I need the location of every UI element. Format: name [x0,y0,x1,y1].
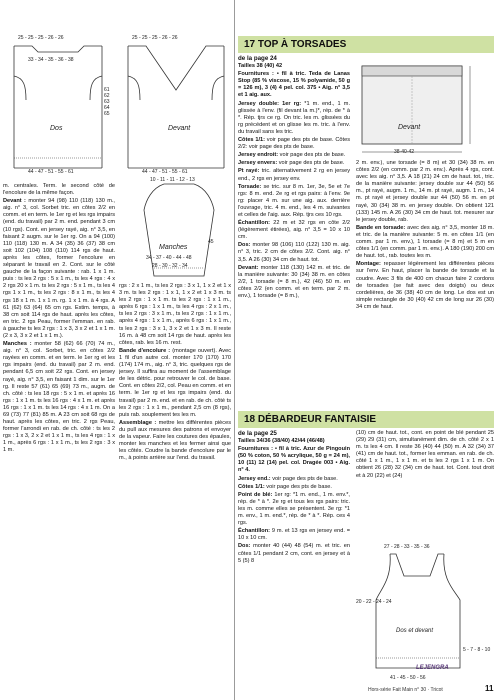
col2-para-1: rgs : 2 x 1 m., ts les 2 rgs : 3 x 1, 1 x 2 et 1 x 3 m. ts les 2 rgs : 1 x 1, 1 x 2 et 1 x 3 m. ts les 2 rgs : 1 x 1 m. ts les 2 rgs : 1 x 1 m., après 6 rgs : 1 x 1 m., ts les 4 rgs : 2 x 1 m., ts les 2 rgs : 3 x 1 m., ts les 2 rgs : 1 x 1 m., après 4 rgs : 1 x 1 m., après 6 rgs : 1 x 1 m., ts les 2 rgs : 3 x 1, 3 x 2 et 1 x 3 m. Il reste 16 m. à 48 cm soit 14 rgs de haut. après les côtes, rab. les 16 m. rest. [119,283,231,346]
t18-echantillon [238,528,350,542]
pattern-column-2 [119,283,231,683]
t17-fournitures-text: • fil à tric. Teda de Lanas Stop (85 % viscose, 15 % polyamide, 50 g = 126 m), 3 (4) 4 pel. col. 375 • Aig. n° 3,5 et 1 aig. aux. [238,71,350,99]
t17-dos-heading: Dos: [238,242,251,249]
t17b-montage-heading: Montage: [356,261,381,268]
devant-label: Devant [168,125,191,132]
t17-dos-text: monter 98 (106) 110 (122) 130 m. aig. n° 3, tric. 2 cm de côtes 2/2. Cont. aig. n° 3,5. A 26 (30) 34 cm de haut. tot. [238,242,350,263]
t18-fournitures [238,446,350,474]
t18-dos-text: monter 40 (44) 48 (54) m. et tric. en côtes 1/1 pendant 2 cm, cont. en jersey et à 5 (5) 8 [238,543,350,564]
t17-tailles: Tailles 38 (40) 42 [238,63,283,70]
t17b-montage [356,261,494,311]
dos-side-dim-2: 62 [104,93,110,99]
manches-top-dim: 10 - 11 - 11 - 12 - 13 [150,177,195,183]
t17-torsade [238,184,350,219]
manches-label: Manches [159,244,188,251]
t17b-para-1: 2 m. env.), une torsade (= 8 m) et 30 (34) 38 m. en côtes 2/2 (en comm. par 2 m. env.). Après 4 rgs, cont. avec les aig. n° 3,5. A 18 (21) 24 cm de haut. tot., tric. de la manière suivante: jersey double sur 44 (50) 56 m., pt rayé, augm. 1 m., 14 m. pt rayé, augm. 1 m., 14 m. pt rayé et jersey double sur 44 (50) 56 m. en pt rayé, 30 (34) 38 m. en jersey double. On obtient 121 (133) 145 m. A 26 (30) 34 cm de haut. tot. mesurer sur le jersey double, rab. [356,160,494,223]
t17-torsade-heading: Torsade: [238,183,262,190]
t17-jersey-double-text: *1 m. end., 1 m. glissée à l'env. (fil devant la m.)*, rép. de * à *. Rép. tjrs ce rg. On tric. les m. glissées du rg précédent et on glisse les m. tric. à l'env. du travail sans les tric. [238,100,350,135]
t18-fournitures-text: • fil à tric. Azur de Pingouin (50 % coton, 50 % acrylique, 50 g = 24 m), 10 (11) 12 (14) pel. col. Dragée 003 • Aig. n° 4. [238,446,350,474]
t17-width-dim: 38-40-42 [394,149,415,155]
t18-jersey-heading: Jersey end.: [238,475,271,482]
footer-text: Hors-série Fait Main n° 30 · Tricot [368,687,443,693]
t18-tailles: Tailles 34/36 (38/40) 42/44 (46/48) [238,438,325,445]
t17-cotes-heading: Côtes 1/1: [238,137,265,144]
col2-bande-text: (montage ouvert). Avec 1 fil d'un autre col. monter 170 (170) 170 (174) 174 m., aig. n° 3, tric. quelques rgs de jersey. Il suffira au moment de l'assemblage de les détric. pour retrouver le col. de base. Cont. en côtes 2/2, col. Peau en comm. et en term. le 1er rg et les rgs impairs (end. du travail) par 2 m. end. et en rab. de ch. côté ts les 2 rgs : 1 x 1 m., pendant 2,5 cm (8 rgs), puis rab. souplement tes les m. [119,347,231,418]
t17-jersey-double [238,101,350,136]
t17b-montage-text: repasser légèrement les différentes pièces sur l'env. En haut, placer la bande de torsade et la coudre. Avec 3 fils de 400 cm chacun faire 2 cordons de torsades (se fait avec des doigts) ou deux cordelières, de 36 (38) 40 cm de long. Le dos est un simple rectangle de 30 (40) 42 cm de long sur 26 (30) 34 cm de haut. [356,261,494,310]
t18-dos-heading: Dos: [238,543,251,550]
col1-manches-text: monter 58 (62) 66 (70) 74 m., aig. n° 3, col. Sorbet, tric. en côtes 2/2 rayées en comm. et en term. le 1er rg et les rgs impairs (end. du travail) par 2 m. end. pendant 6,5 cm soit 22 rgs. Cont. en jersey rayé, aig. n° 3,5, en faisant 1 dim. sur le 1er rg. Il reste 57 (61) 65 (69) 73 m., augm. de ch. côté : ts les 18 rgs : 5 x 1 m. et après 16 rgs : 1 x 1 m. ts les 16 rgs : 4 x 1 m. et après 16 rgs : 1 x 1 m. ts les 14 rgs : 4 x 1 m. On a 69 (73) 77 (81) 85 m. A 23 cm soit 68 rgs de haut. après les côtes, en tric. 2 rgs Peau, former l'arrondi en rab. de ch. côté : ts les 2 rgs : 1 x 3, 2 x 2 et 1 x 1 m., ts les 4 rgs : 1 x 1 m., après 6 rgs : 1 x 1 m., ts les 2 rgs : 3 x 1 m. [3,341,115,454]
t18-column-1 [238,430,350,680]
t17-echantillon [238,220,350,241]
t18-point-ble-text: 1er rg: *1 m. end., 1 m. env.*, rép. de * à *. 2e rg et tous les rgs pairs: tric. les m. comme elles se présentent. 3e rg: *1 m. env., 1 m. end.*, rép. de * à *. Rép. ces 4 rgs. [238,491,350,527]
t17-pt-raye-heading: Pt rayé: [238,168,260,175]
page-number: 11 [485,684,494,693]
col2-para-2 [119,348,231,419]
t17-jersey-envers-text: voir page des pts de base. [278,160,345,167]
t18-cotes-heading: Côtes 1/1: [238,483,265,490]
t17-subtitle: de la page 24 [238,55,277,62]
manches-width-dim: 34 - 37 - 40 - 44 - 48 [146,255,192,261]
t17-devant-label: Devant [398,124,421,131]
t17-fournitures [238,71,350,99]
col1-para-3 [3,341,115,455]
col1-manches-heading: Manches : [3,341,32,348]
t17-jersey-envers [238,160,350,167]
col2-para-3 [119,420,231,463]
t17-devant [238,265,350,300]
col1-para-1: m. centrales. Term. le second côté de l'encolure de la même façon. [3,183,115,197]
dos-side-dim-3: 63 [104,99,110,105]
t17-cotes-text: voir page des pts de base. Côtes 2/2: voir page des pts de base. [238,137,350,151]
dos-width-dim: 33 - 34 - 35 - 36 - 38 [28,57,74,63]
devant-top-dim: 25 - 25 - 25 - 26 - 26 [132,35,178,41]
t18-column-2 [356,430,494,530]
col1-devant-heading: Devant : [3,198,26,205]
t18-bottom-dim: 41 - 45 - 50 - 56 [390,675,426,681]
t17b-bande [356,225,494,260]
t18-dos-devant-label: Dos et devant [396,628,434,634]
t18-side-dim: 20 - 22 - 24 - 24 [356,599,392,605]
t17-pt-raye-text: tric. alternativement 2 rg en jersey end., 2 rgs en jersey env. [238,168,350,182]
t17-jersey-double-heading: Jersey double: 1er rg: [238,100,302,107]
t18-cotes-text: voir page des pts de base. [266,483,332,490]
t18-point-ble-heading: Point de blé: [238,491,273,498]
col1-devant-text: monter 94 (98) 110 (118) 130 m., aig. n° 3, col. Sorbet tric. en côtes 2/2 en comm. et en term. le 1er rg et les rgs impairs (end. du travail) par 2 m. end. pendant 3 cm (10 rgs). Cont. en jersey rayé, aig. n° 3,5, en faisant 2 augm. sur le 1er rg. On a 94 (100) 110 (118) 130 m. A 34 (35) 36 (37) 38 cm soit 102 (104) 108 (110) 114 rgs de haut. après les côtes, former l'encolure en séparant le travail en 2. Cont. sur le côté gauche de la façon suivante : rab. 1 x 1 m. puis : ts les 2 rgs : 5 x 1 m., ts les 4 rgs : 4 x 2 rgs 20 x 1 m. ts les 2 rgs : 5 x 1 m., ts les 4 rgs 1 x 1 m., ts les 2 rgs : 8 x 1 m., ts les 4 rgs 18 x 1 m. 1 x 1 m. rg. 1 x 1 m. à 4 rgs. A 61 (62) 63 (64) 65 cm rgs. Estim. temps, à 38 cm soit 114 rgs de haut. après les côtes, en tric. 2 rgs Peau, former l'emman. en rab. à gauche ts les 2 rgs : 1 x 3, 3 x 2 et 1 x 1 m. (2 x 3, 3 x 2 et 1 x 1 m.). [3,198,115,339]
t18-point-ble [238,492,350,527]
col2-bande-heading: Bande d'encolure : [119,347,171,354]
t18-jersey-text: voir page des pts de base. [272,475,338,482]
col1-para-2 [3,198,115,340]
t17-column-2 [356,160,494,370]
dos-schematic [2,30,120,178]
dos-top-dim: 25 - 25 - 25 - 26 - 26 [18,35,64,41]
page-divider [234,0,235,700]
t17-echantillon-heading: Échantillon: [238,220,271,227]
t18-subtitle: de la page 25 [238,430,277,437]
t17-devant-heading: Devant: [238,264,259,271]
t17-devant-text: monter 118 (130) 142 m. et tric. de la manière suivante: 30 (34) 38 m. en côtes 2/2, 1 torsade (= 8 m.), 42 (46) 50 m. en côtes 2/2 (en comm. et en term. par 2 m. env.), 1 torsade (= 8 m.), [238,264,350,299]
t18-top-dim: 27 - 28 - 33 - 35 - 36 [384,544,430,550]
dos-side-dim-5: 65 [104,111,110,117]
t17-jersey-envers-heading: Jersey envers: [238,160,278,167]
t17-fournitures-heading: Fournitures : [238,71,274,78]
t17-torsade-text: se tric. sur 8 m. 1er, 3e, 5e et 7e rgs: 8 m. end. 2e rg et rgs pairs: à l'env. 9e rg: placer 4 m. sur une aig. aux. derrière l'ouvrage, tric. 4 m. end., les 4 m. suivantes et celles de l'aig. aux. Rép. tjrs ces 10 rgs. [238,183,350,218]
t17-dos [238,242,350,263]
t17b-bande-heading: Bande en torsade: [356,224,406,231]
col2-assemblage-text: mettre les différentes pièces du pull aux mesures des patrons et envoyer de la vapeur. Faire les coutures des épaules, monter les manches et les fermer ainsi que les côtés. Coudre la bande d'encolure par le m., à points arrière sur l'end. du travail. [119,419,231,462]
t18-fournitures-heading: Fournitures : [238,446,273,453]
t17-pt-raye [238,168,350,182]
t18-dos [238,543,350,564]
t18b-para-1: (10) cm de haut. tot., cont. en point de blé pendant 25 (29) 29 (31) cm, simultanément dim. de ch. côté 2 x 1 m. ts les 4 cm. Il reste 36 (40) 44 (50) m. A 32 (34) 37 (41) cm de haut. tot., former les emman. en rab. de ch. côté 1 x 1 m., 1 x 1 m. et ts les 2 rgs 1 x 1 m. On obtient 26 (28) 32 (34) cm de haut. tot. Cont. tout droit et à 20 (22) et (24) [356,430,494,479]
t18-jersey [238,476,350,483]
t17-jersey-endroit [238,152,350,159]
col2-assemblage-heading: Assemblage : [119,419,157,426]
t17-column-1 [238,55,350,455]
t17-jersey-endroit-text: voir page des pts de base. [279,152,346,159]
t18-echantillon-heading: Échantillon: [238,528,271,535]
section-17-title-bar: 17 TOP À TORSADES [238,36,494,53]
t17-schematic [356,60,494,160]
manches-width2-dim: 28 - 30 - 32 - 34 [152,263,188,269]
t18-side2-dim: 5 - 7 - 8 - 10 [463,647,491,653]
manches-side-dim: 45 [208,239,214,245]
dos-side-dim-1: 61 [104,87,110,93]
dos-bottom-dim: 44 - 47 - 51 - 55 - 61 [28,169,74,175]
t17b-bande-text: avec des aig. n° 3,5, monter 18 m. et tric. de la manière suivante: 5 m. en côtes 1/1 (en comm. par 1 m. env.), 1 torsade (= 8 m) et 5 m en côtes 1/1 (en comm. par 1 m. env.). A 180 (190) 200 cm de haut. tot., rab. toutes les m. [356,224,494,260]
dos-label: Dos [50,125,63,132]
dos-side-dim-4: 64 [104,105,110,111]
brand-logo: LEJENGRA [416,665,449,671]
devant-bottom-dim: 44 - 47 - 51 - 55 - 61 [142,169,188,175]
t18-schematic [350,540,490,680]
pattern-column-1 [3,183,115,683]
t17-cotes [238,137,350,151]
devant-schematic [120,30,232,178]
t17-jersey-endroit-heading: Jersey endroit: [238,152,279,159]
t18-cotes [238,484,350,491]
t17-echantillon-text: 22 m et 32 rgs en côte 2/2 (légèrement étirées), aig. n° 3,5 = 10 x 10 cm. [238,220,350,241]
t18-echantillon-text: 9 m. et 13 rgs en jersey end. = 10 x 10 cm. [238,528,350,542]
section-18-title-bar: 18 DÉBARDEUR FANTAISIE [238,411,494,428]
